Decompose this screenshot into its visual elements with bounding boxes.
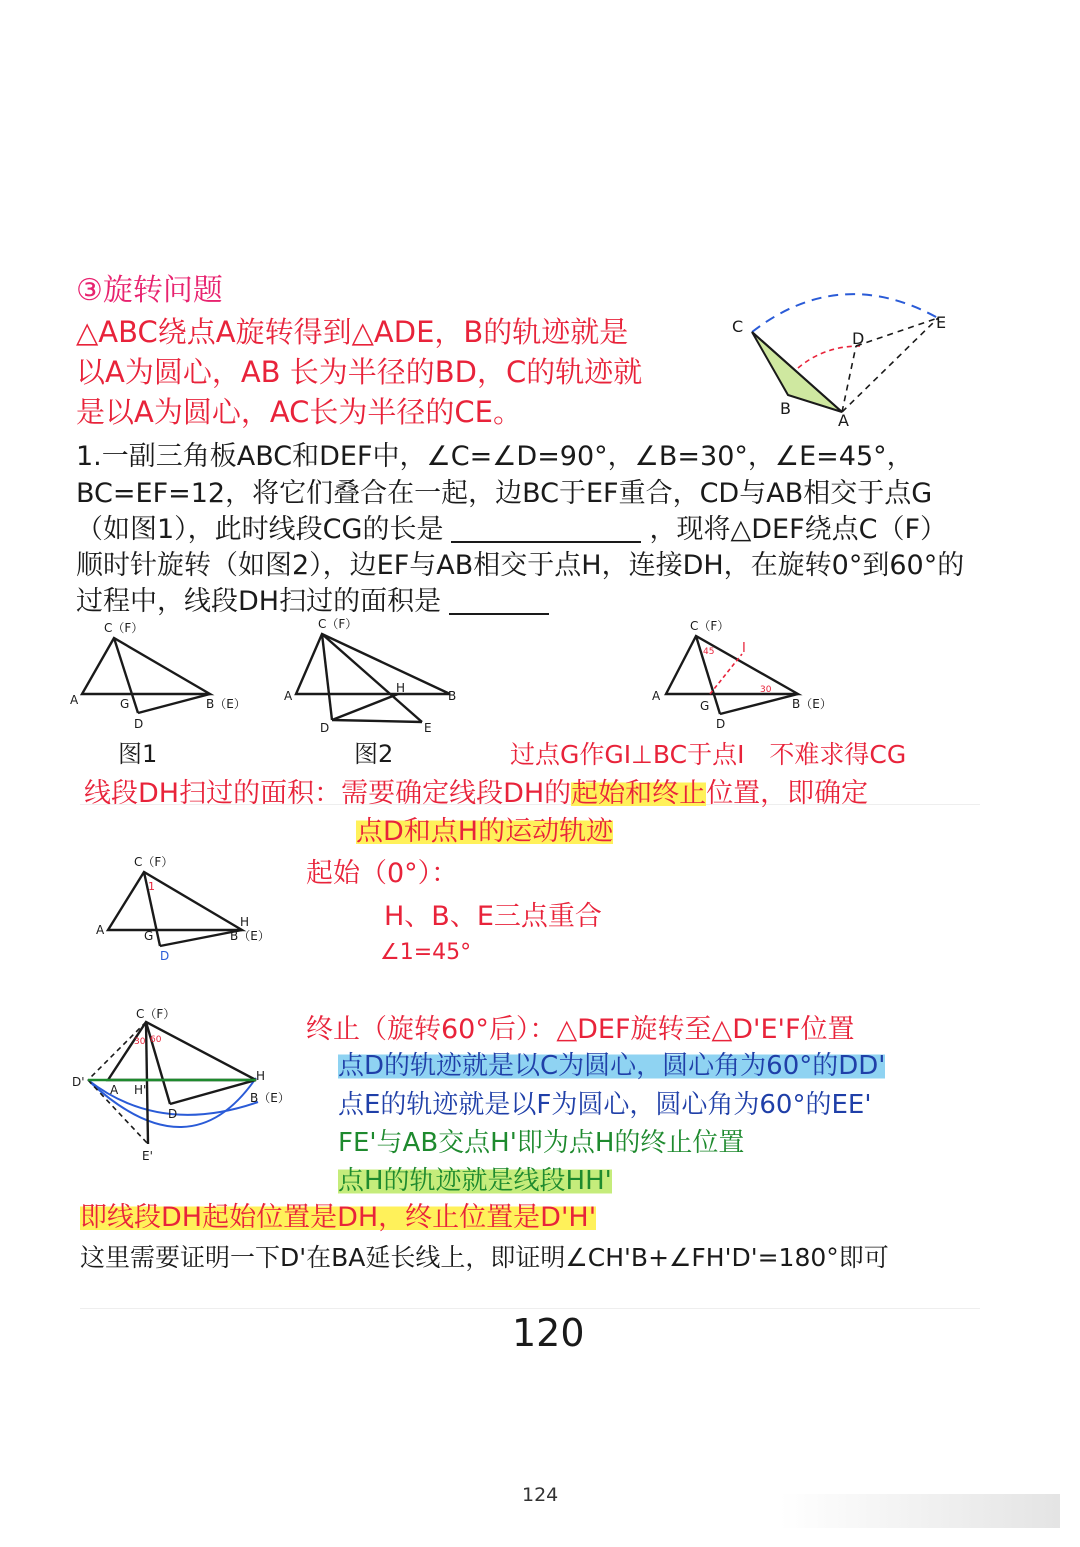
label-d1: D' — [72, 1075, 85, 1089]
start-line-1: H、B、E三点重合 — [384, 901, 602, 932]
figure-1-caption: 图1 — [118, 740, 158, 768]
label-be: B（E） — [792, 697, 832, 711]
label-b: B — [448, 689, 457, 703]
label-g: G — [144, 929, 154, 943]
label-h: H — [240, 915, 250, 929]
label-be: B（E） — [250, 1091, 290, 1105]
figure-2 — [282, 612, 462, 738]
end-green-line-2 — [338, 1168, 612, 1194]
end-blue-highlight: 点D的轨迹就是以C为圆心，圆心角为60°的DD' — [338, 1051, 886, 1081]
angle-30: 30 — [134, 1037, 146, 1047]
problem-line-3a: （如图1），此时线段CG的长是 — [76, 514, 444, 545]
problem-line-2: BC=EF=12，将它们叠合在一起，边BC于EF重合，CD与AB相交于点G — [76, 478, 933, 509]
end-green-line-1: FE'与AB交点H'即为点H的终止位置 — [338, 1128, 745, 1158]
answer-blank-cg — [451, 517, 641, 543]
analysis-text-b: 位置，即确定 — [706, 778, 869, 809]
problem-line-3b: ，现将△DEF绕点C（F） — [649, 514, 947, 545]
label-be: B（E） — [206, 697, 246, 711]
intro-line-3: 是以A为圆心，AC长为半径的CE。 — [76, 395, 522, 429]
problem-line-1: 1.一副三角板ABC和DEF中，∠C=∠D=90°，∠B=30°，∠E=45°， — [76, 441, 914, 472]
label-e: E — [424, 721, 432, 735]
label-d: D — [168, 1107, 178, 1121]
section-title: ③旋转问题 — [76, 273, 223, 308]
figure-1 — [66, 618, 256, 738]
angle-60: 60 — [150, 1035, 162, 1045]
label-d: D — [716, 717, 726, 731]
intro-line-2: 以A为圆心，AB 长为半径的BD，C的轨迹就 — [76, 355, 643, 389]
end-green-highlight: 点H的轨迹就是线段HH' — [338, 1166, 612, 1196]
proof-note: 这里需要证明一下D'在BA延长线上，即证明∠CH'B+∠FH'D'=180°即可 — [80, 1243, 889, 1272]
intro-line-1: △ABC绕点A旋转得到△ADE，B的轨迹就是 — [76, 315, 629, 349]
label-d: D — [320, 721, 330, 735]
label-h: H — [396, 681, 406, 695]
conclusion-line — [80, 1204, 596, 1231]
label-g: G — [700, 699, 710, 713]
label-g: G — [120, 697, 130, 711]
angle-45: 45 — [703, 647, 715, 657]
label-a: A — [70, 693, 79, 707]
answer-blank-area — [449, 589, 549, 615]
label-cf: C（F） — [136, 1007, 176, 1021]
handwritten-page-number: 120 — [512, 1311, 585, 1355]
label-a: A — [96, 923, 105, 937]
analysis-line-1 — [84, 780, 868, 807]
label-h: H — [256, 1069, 266, 1083]
end-blue-line-2: 点E的轨迹就是以F为圆心，圆心角为60°的EE' — [338, 1090, 872, 1120]
label-cf: C（F） — [104, 621, 144, 635]
analysis-highlight-start-end: 起始和终止 — [571, 778, 707, 809]
watermark-strip — [780, 1494, 1060, 1528]
figure-3 — [648, 614, 838, 736]
label-a: A — [284, 689, 293, 703]
label-a: A — [110, 1083, 119, 1097]
label-cf: C（F） — [690, 619, 730, 633]
label-a: A — [652, 689, 661, 703]
analysis-text-a: 线段DH扫过的面积：需要确定线段DH的 — [84, 778, 572, 809]
angle-30: 30 — [760, 685, 772, 695]
end-title: 终止（旋转60°后）：△DEF旋转至△D'E'F位置 — [306, 1014, 855, 1045]
analysis-highlight-trajectory: 点D和点H的运动轨迹 — [356, 816, 614, 847]
conclusion-highlight: 即线段DH起始位置是DH，终止位置是D'H' — [80, 1202, 597, 1233]
start-line-2: ∠1=45° — [380, 940, 472, 965]
label-cf: C（F） — [134, 855, 174, 869]
end-blue-line-1 — [338, 1053, 885, 1079]
label-h1: H' — [134, 1083, 147, 1097]
problem-line-3 — [76, 516, 947, 543]
label-d: D — [134, 717, 144, 731]
label-cf: C（F） — [318, 617, 358, 631]
label-d: D — [160, 949, 170, 963]
page-number: 124 — [522, 1484, 559, 1506]
analysis-line-2 — [356, 818, 613, 845]
label-e1: E' — [142, 1149, 153, 1163]
problem-line-5 — [76, 588, 549, 615]
page-rule — [80, 1308, 980, 1309]
angle-1: 1 — [148, 880, 155, 893]
label-e: E — [936, 313, 947, 332]
label-i: I — [742, 641, 746, 656]
figure-2-caption: 图2 — [354, 740, 394, 768]
start-title: 起始（0°）： — [306, 858, 459, 889]
problem-line-4: 顺时针旋转（如图2），边EF与AB相交于点H，连接DH，在旋转0°到60°的 — [76, 550, 965, 581]
label-a: A — [838, 411, 849, 430]
label-b: B — [780, 399, 791, 418]
label-d: D — [852, 329, 865, 348]
end-figure — [70, 1004, 300, 1164]
label-be: B（E） — [230, 929, 270, 943]
rotation-diagram — [720, 270, 960, 430]
hint-text: 过点G作GI⊥BC于点I 不难求得CG — [510, 740, 907, 769]
start-figure — [92, 850, 272, 970]
label-c: C — [732, 317, 744, 336]
problem-line-5a: 过程中，线段DH扫过的面积是 — [76, 586, 442, 617]
